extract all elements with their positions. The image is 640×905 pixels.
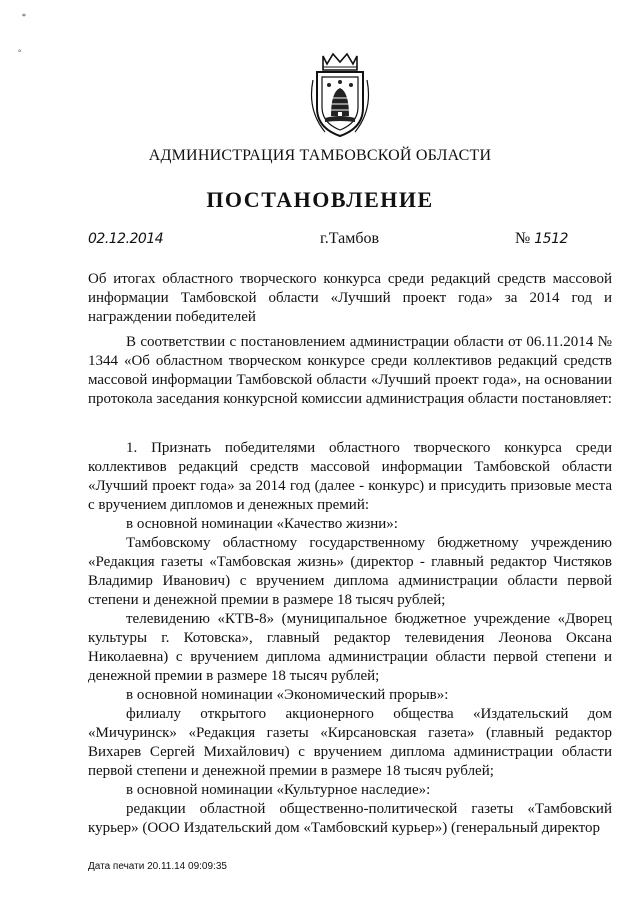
nomination-winner: редакции областной общественно-политической газеты «Тамбовский курьер» (ООО Издательский дом «Тамбовский курьер») (генеральный директор <box>88 801 612 836</box>
document-title: ПОСТАНОВЛЕНИЕ <box>206 187 434 212</box>
document-date: 02.12.2014 <box>88 231 164 247</box>
nominations-list <box>88 515 612 838</box>
print-date: Дата печати 20.11.14 09:09:35 <box>88 861 227 872</box>
scan-mark: ° <box>18 48 22 57</box>
nomination-heading: в основной номинации «Качество жизни»: <box>126 516 398 532</box>
number-value: 1512 <box>534 231 568 247</box>
number-prefix: № <box>515 230 531 247</box>
preamble-paragraph: В соответствии с постановлением администрации области от 06.11.2014 № 1344 «Об областном творческом конкурсе среди коллективов редакций средств массовой информации Тамбовской области «Лучший проект года», на основании протокола заседания конкурсной комиссии администрация области постановляет: <box>88 334 612 407</box>
nomination-winner: Тамбовскому областному государственному бюджетному учреждению «Редакция газеты «Тамбовская жизнь» (директор - главный редактор Чистяков Владимир Иванович) с вручением диплома администрации области первой степени и денежной премии в размере 18 тысяч рублей; <box>88 535 612 608</box>
document-number <box>515 230 568 248</box>
clause-block <box>88 439 612 515</box>
organization-name: АДМИНИСТРАЦИЯ ТАМБОВСКОЙ ОБЛАСТИ <box>148 147 492 164</box>
nomination-heading: в основной номинации «Экономический прорыв»: <box>126 687 449 703</box>
clause-1-paragraph: 1. Признать победителями областного творческого конкурса среди коллективов редакций средств массовой информации Тамбовской области «Лучший проект года» за 2014 год (далее - конкурс) и присудить призовые места с вручением дипломов и денежных премий: <box>88 440 612 513</box>
nomination-heading: в основной номинации «Культурное наследие»: <box>126 782 431 798</box>
preamble-block <box>88 333 612 409</box>
nomination-winner: телевидению «КТВ-8» (муниципальное бюджетное учреждение «Дворец культуры г. Котовска», главный редактор телевидения Леонова Оксана Николаевна) с вручением диплома администрации области первой степени и денежной премии в размере 18 тысяч рублей; <box>88 611 612 684</box>
nomination-winner: филиалу открытого акционерного общества «Издательский дом «Мичуринск» «Редакция газеты «Кирсановская газета» (главный редактор Вихарев Сергей Михайлович) с вручением диплома администрации области первой степени и денежной премии в размере 18 тысяч рублей; <box>88 706 612 779</box>
coat-of-arms-icon <box>305 50 375 140</box>
scan-mark: * <box>22 12 26 21</box>
document-subject: Об итогах областного творческого конкурса среди редакций средств массовой информации Тамбовской области «Лучший проект года» за 2014 год и награждении победителей <box>88 271 612 325</box>
document-city: г.Тамбов <box>320 230 380 247</box>
